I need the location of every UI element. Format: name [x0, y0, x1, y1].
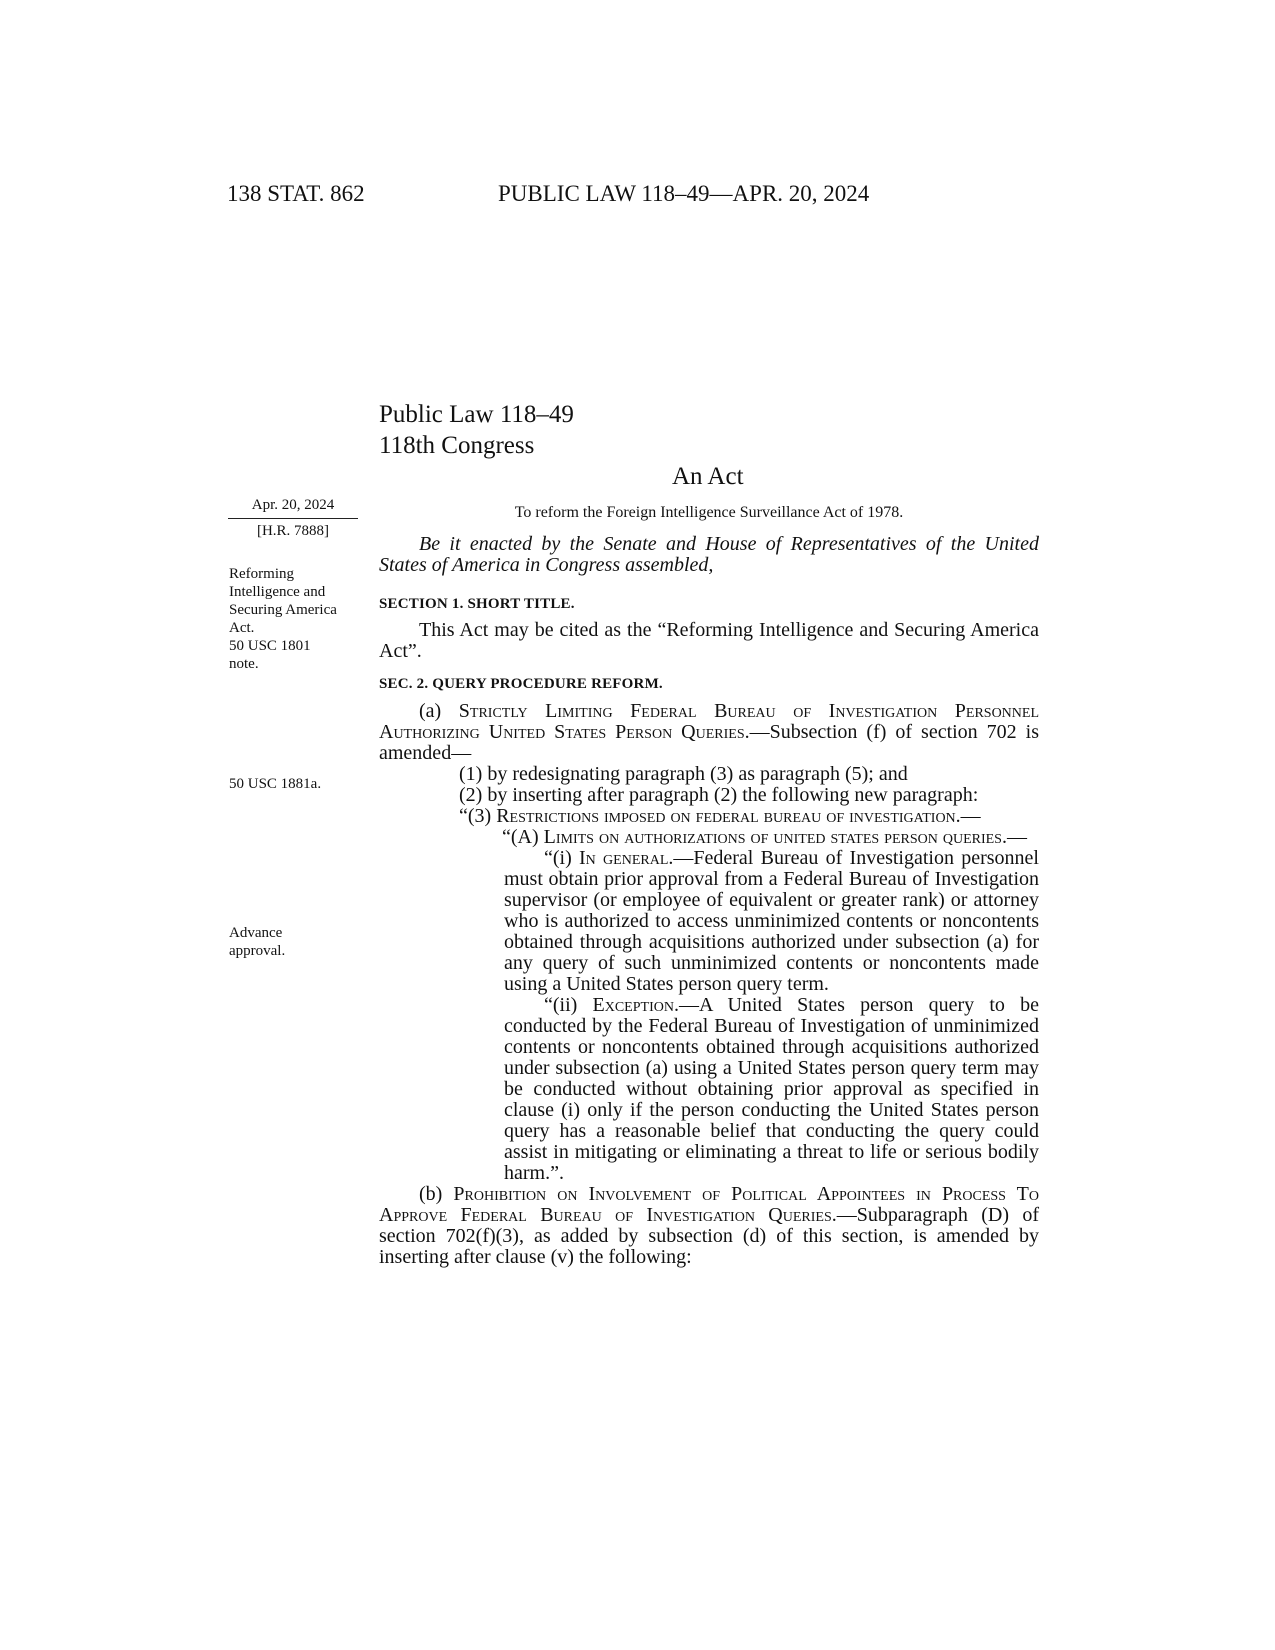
margin-note-line: Securing America [229, 602, 337, 618]
public-law-number: Public Law 118–49 [379, 401, 574, 428]
margin-note-line: approval. [229, 943, 286, 959]
clause-i-text: —Federal Bureau of Investigation personnel must obtain prior approval from a Federal Bureau of Investigation supervisor (or employee of equivalent or greater rank) or attorney who is authorized to access unminimized contents or noncontents obtained through acquisitions authorized under subsection (a) for any query of such unminimized contents or noncontents made using a United States person query term. [504, 847, 1039, 995]
clause-ii [379, 995, 1039, 1184]
margin-note-short-title [229, 565, 359, 673]
section-1-text [379, 620, 1039, 662]
subparagraph-a-suffix: — [1006, 826, 1027, 848]
margin-note-line: note. [229, 656, 259, 672]
subsection-b-prefix: (b) [419, 1183, 454, 1205]
running-head: PUBLIC LAW 118–49—APR. 20, 2024 [498, 181, 870, 206]
clause-ii-prefix: “(ii) [544, 994, 593, 1016]
bill-number: [H.R. 7888] [256, 523, 330, 539]
subsection-b-heading: Prohibition on Involvement of Political Appointees in Process To Approve Federal Bureau of Investigation Queries. [379, 1183, 1039, 1226]
clause-i-heading: In general. [579, 847, 674, 869]
margin-note-line: Advance [229, 925, 283, 941]
section-1-heading: SECTION 1. SHORT TITLE. [379, 596, 575, 612]
paragraph-3-prefix: “(3) [459, 805, 497, 827]
subsection-b-text: —Subparagraph (D) of section 702(f)(3), as added by subsection (d) of this section, is amended by inserting after clause (v) the following: [379, 1204, 1040, 1268]
enactment-date: Apr. 20, 2024 [251, 497, 335, 513]
clause-ii-heading: Exception. [592, 994, 679, 1016]
congress-number: 118th Congress [379, 432, 535, 459]
margin-note-line: 50 USC 1801 [229, 638, 311, 654]
subparagraph-a [379, 827, 1039, 848]
enacting-clause-text: Be it enacted by the Senate and House of Representatives of the United States of America in Congress assembled, [379, 533, 1039, 576]
subsection-a-item-2: (2) by inserting after paragraph (2) the following new paragraph: [459, 784, 979, 806]
subsection-a-heading: Strictly Limiting Federal Bureau of Investigation Personnel Authorizing United States Person Queries. [379, 700, 1040, 743]
margin-note-line: Act. [229, 620, 255, 636]
margin-note-line: Intelligence and [229, 584, 326, 600]
paragraph-3-heading: Restrictions imposed on federal bureau of investigation. [496, 805, 961, 827]
clause-ii-text: —A United States person query to be conducted by the Federal Bureau of Investigation of unminimized contents or noncontents obtained through acquisitions authorized under subsection (a) using a United States person query term may be conducted without obtaining prior approval as specified in clause (i) only if the person conducting the United States person query has a reasonable belief that conducting the query could assist in mitigating or eliminating a threat to life or serious bodily harm.”. [504, 994, 1039, 1184]
clause-i-prefix: “(i) [544, 847, 580, 869]
act-heading: An Act [672, 463, 744, 490]
subsection-b [379, 1184, 1039, 1268]
paragraph-3 [379, 806, 1039, 827]
margin-note-line: Reforming [229, 566, 294, 582]
margin-note-usc: 50 USC 1881a. [229, 776, 322, 792]
margin-note-advance-approval [229, 924, 359, 960]
stat-page-number: 138 STAT. 862 [227, 181, 365, 206]
subparagraph-a-prefix: “(A) [502, 826, 544, 848]
clause-i [379, 848, 1039, 995]
enacting-clause [379, 534, 1039, 576]
section-2-heading: SEC. 2. QUERY PROCEDURE REFORM. [379, 676, 663, 692]
subsection-a-item-1: (1) by redesignating paragraph (3) as paragraph (5); and [459, 763, 908, 785]
subparagraph-a-heading: Limits on authorizations of united states person queries. [543, 826, 1007, 848]
section-2-body [379, 701, 1039, 1268]
subsection-a-text: —Subsection (f) of section 702 is amended— [379, 721, 1040, 764]
date-divider [228, 518, 358, 519]
paragraph-3-suffix: — [960, 805, 981, 827]
section-1-paragraph: This Act may be cited as the “Reforming Intelligence and Securing America Act”. [379, 619, 1039, 662]
subsection-a [379, 701, 1039, 764]
act-purpose: To reform the Foreign Intelligence Surveillance Act of 1978. [514, 504, 904, 521]
subsection-a-prefix: (a) [419, 700, 459, 722]
